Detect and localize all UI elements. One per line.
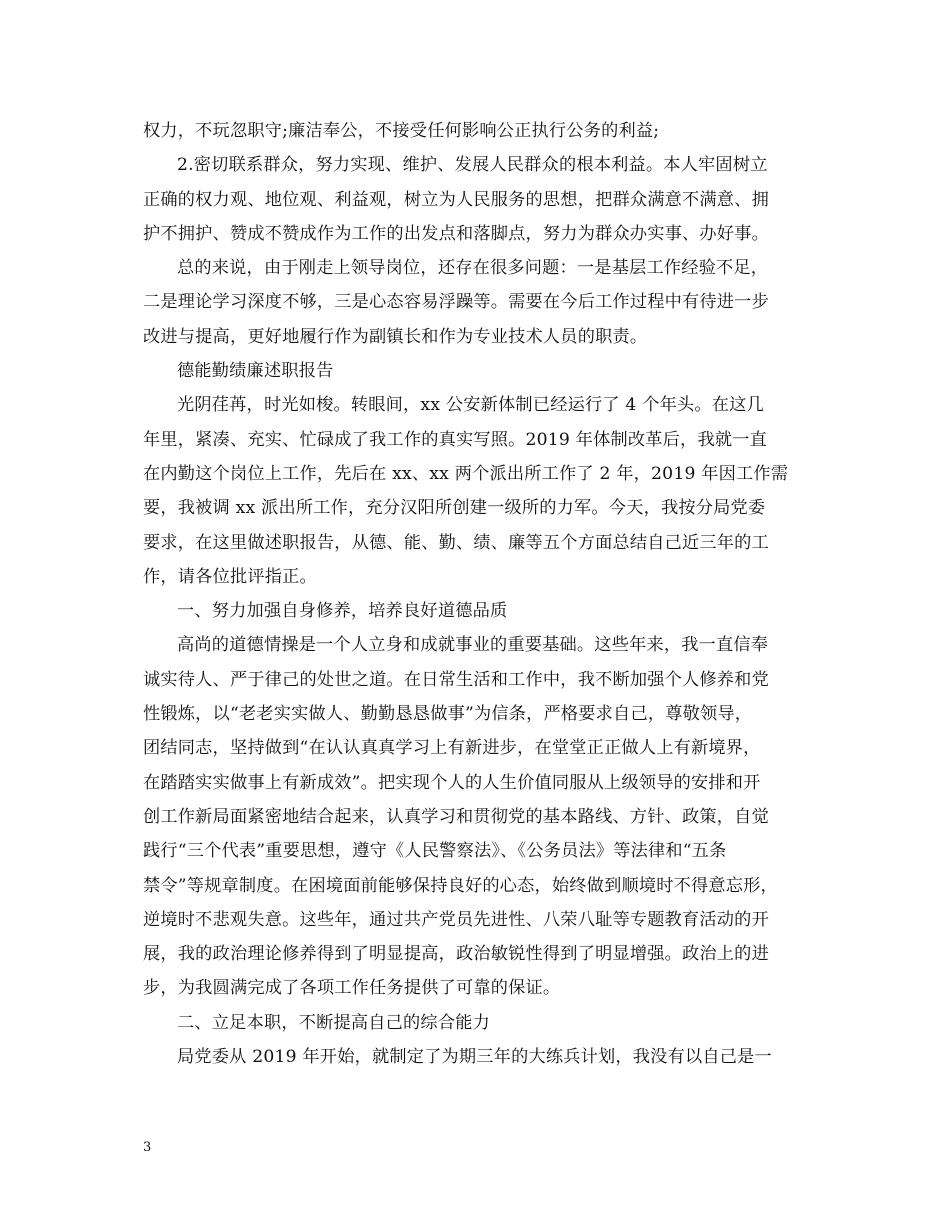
text-line: 团结同志，坚持做到“在认认真真学习上有新进步，在堂堂正正做人上有新境界， — [143, 738, 761, 759]
text-line: 改进与提高，更好地履行作为副镇长和作为专业技术人员的职责。 — [143, 326, 648, 347]
text-line: 在踏踏实实做事上有新成效”。把实现个人的人生价值同服从上级领导的安排和开 — [143, 772, 761, 793]
text-line: 诚实待人、严于律己的处世之道。在日常生活和工作中，我不断加强个人修养和党 — [143, 669, 769, 690]
text-line: 一、努力加强自身修养，培养良好道德品质 — [177, 601, 508, 622]
text-line: 年里，紧凑、充实、忙碌成了我工作的真实写照。2019 年体制改革后，我就一直 — [143, 429, 767, 450]
text-line: 践行“三个代表”重要思想，遵守《人民警察法》、《公务员法》等法律和“五条 — [143, 841, 727, 862]
text-line: 2.密切联系群众，努力实现、维护、发展人民群众的根本利益。本人牢固树立 — [177, 155, 768, 176]
text-line: 正确的权力观、地位观、利益观，树立为人民服务的思想，把群众满意不满意、拥 — [143, 189, 769, 210]
page-number: 3 — [143, 1140, 152, 1155]
text-line: 作，请各位批评指正。 — [143, 566, 317, 587]
text-line: 高尚的道德情操是一个人立身和成就事业的重要基础。这些年来，我一直信奉 — [177, 635, 769, 656]
text-line: 德能勤绩廉述职报告 — [177, 361, 334, 382]
text-line: 要，我被调 xx 派出所工作，充分汉阳所创建一级所的力军。今天，我按分局党委 — [143, 498, 766, 519]
text-line: 要求，在这里做述职报告，从德、能、勤、绩、廉等五个方面总结自己近三年的工 — [143, 532, 769, 553]
body-text — [143, 114, 811, 1074]
text-line: 逆境时不悲观失意。这些年，通过共产党员先进性、八荣八耻等专题教育活动的开 — [143, 909, 769, 930]
text-line: 权力，不玩忽职守;廉洁奉公，不接受任何影响公正执行公务的利益; — [143, 121, 660, 141]
text-line: 二、立足本职，不断提高自己的综合能力 — [177, 1012, 490, 1033]
text-line: 性锻炼，以“老老实实做人、勤勤恳恳做事”为信条，严格要求自己，尊敬领导， — [143, 704, 753, 725]
text-line: 光阴荏苒，时光如梭。转眼间，xx 公安新体制已经运行了 4 个年头。在这几 — [177, 395, 764, 416]
text-line: 展，我的政治理论修养得到了明显提高，政治敏锐性得到了明显增强。政治上的进 — [143, 944, 769, 965]
text-line: 总的来说，由于刚走上领导岗位，还存在很多问题：一是基层工作经验不足， — [177, 258, 769, 279]
text-line: 创工作新局面紧密地结合起来，认真学习和贯彻党的基本路线、方针、政策，自觉 — [143, 806, 769, 827]
text-line: 禁令”等规章制度。在困境面前能够保持良好的心态，始终做到顺境时不得意忘形， — [143, 875, 778, 896]
text-line: 在内勤这个岗位上工作，先后在 xx、xx 两个派出所工作了 2 年，2019 年因工作需 — [143, 463, 789, 484]
text-line: 步，为我圆满完成了各项工作任务提供了可靠的保证。 — [143, 978, 561, 999]
text-line: 二是理论学习深度不够，三是心态容易浮躁等。需要在今后工作过程中有待进一步 — [143, 292, 769, 313]
text-line: 局党委从 2019 年开始，就制定了为期三年的大练兵计划，我没有以自己是一 — [177, 1047, 772, 1068]
text-line: 护不拥护、赞成不赞成作为工作的出发点和落脚点，努力为群众办实事、办好事。 — [143, 223, 769, 244]
